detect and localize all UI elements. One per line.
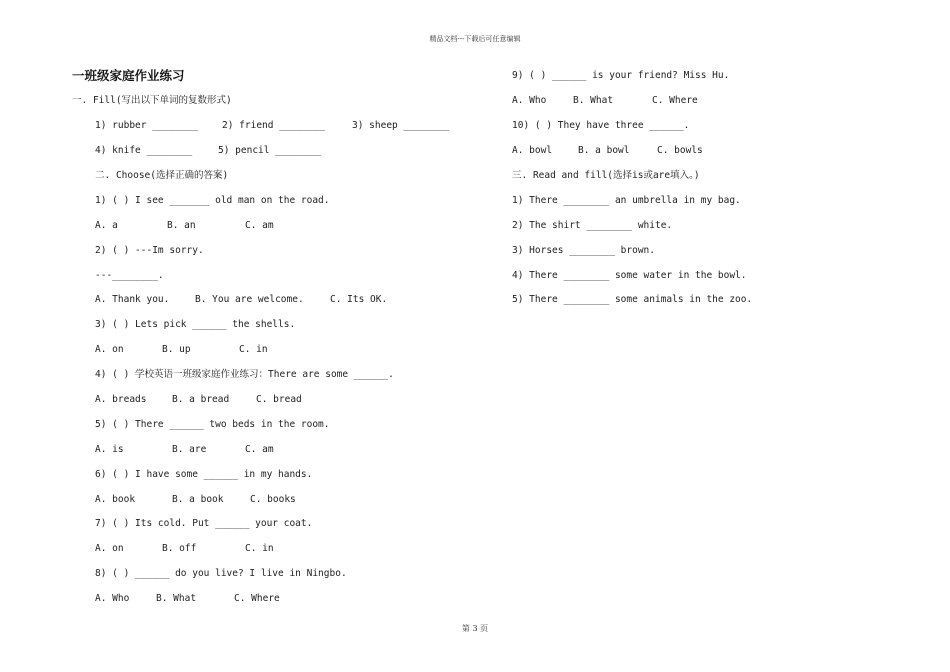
page-title: 一班级家庭作业练习 (72, 68, 185, 83)
question-3: 3) ( ) Lets pick ______ the shells. (95, 319, 296, 330)
section-fill-heading: 一. Fill(写出以下单词的复数形式) (72, 95, 232, 106)
q10-option-a: A. bowl (512, 145, 553, 156)
q9-option-c: C. Where (652, 95, 698, 106)
question-2: 2) ( ) ---Im sorry. (95, 245, 204, 256)
readfill-item-4: 4) There ________ some water in the bowl. (512, 270, 747, 281)
q2-option-a: A. Thank you. (95, 294, 170, 305)
q10-option-b: B. a bowl (578, 145, 630, 156)
question-9: 9) ( ) ______ is your friend? Miss Hu. (512, 70, 730, 81)
q4-option-c: C. bread (256, 394, 302, 405)
fill-item-5: 5) pencil ________ (218, 145, 321, 156)
question-6: 6) ( ) I have some ______ in my hands. (95, 469, 313, 480)
q7-option-b: B. off (162, 543, 197, 554)
readfill-item-1: 1) There ________ an umbrella in my bag. (512, 195, 741, 206)
q3-option-b: B. up (162, 344, 191, 355)
q4-option-a: A. breads (95, 394, 147, 405)
q3-option-a: A. on (95, 344, 124, 355)
question-1: 1) ( ) I see _______ old man on the road. (95, 195, 330, 206)
fill-item-1: 1) rubber ________ (95, 120, 198, 131)
q7-option-c: C. in (245, 543, 274, 554)
fill-item-4: 4) knife ________ (95, 145, 193, 156)
q2-option-c: C. Its OK. (330, 294, 388, 305)
question-7: 7) ( ) Its cold. Put ______ your coat. (95, 518, 313, 529)
q1-option-b: B. an (167, 220, 196, 231)
question-2-reply: ---________. (95, 270, 164, 281)
q9-option-b: B. What (573, 95, 614, 106)
q8-option-c: C. Where (234, 593, 280, 604)
readfill-item-2: 2) The shirt ________ white. (512, 220, 673, 231)
section-choose-heading: 二. Choose(选择正确的答案) (95, 170, 229, 181)
page-footer: 第 3 页 (461, 624, 489, 633)
question-8: 8) ( ) ______ do you live? I live in Ningbo. (95, 568, 347, 579)
q1-option-a: A. a (95, 220, 118, 231)
q5-option-b: B. are (172, 444, 207, 455)
q7-option-a: A. on (95, 543, 124, 554)
q5-option-a: A. is (95, 444, 124, 455)
question-5: 5) ( ) There ______ two beds in the room. (95, 419, 330, 430)
q6-option-b: B. a book (172, 494, 224, 505)
q1-option-c: C. am (245, 220, 274, 231)
q6-option-a: A. book (95, 494, 136, 505)
section-readfill-heading: 三. Read and fill(选择is或are填入。) (512, 170, 700, 181)
q5-option-c: C. am (245, 444, 274, 455)
q4-option-b: B. a bread (172, 394, 230, 405)
q8-option-b: B. What (156, 593, 197, 604)
question-4: 4) ( ) 学校英语一班级家庭作业练习：There are some ______. (95, 369, 394, 380)
q2-option-b: B. You are welcome. (195, 294, 304, 305)
question-10: 10) ( ) They have three ______. (512, 120, 690, 131)
q10-option-c: C. bowls (657, 145, 703, 156)
fill-item-2: 2) friend ________ (222, 120, 325, 131)
q3-option-c: C. in (239, 344, 268, 355)
readfill-item-5: 5) There ________ some animals in the zoo. (512, 294, 753, 305)
q8-option-a: A. Who (95, 593, 130, 604)
fill-item-3: 3) sheep ________ (352, 120, 450, 131)
readfill-item-3: 3) Horses ________ brown. (512, 245, 655, 256)
q6-option-c: C. books (250, 494, 296, 505)
page-header: 精品文档---下载后可任意编辑 (429, 35, 521, 43)
q9-option-a: A. Who (512, 95, 547, 106)
